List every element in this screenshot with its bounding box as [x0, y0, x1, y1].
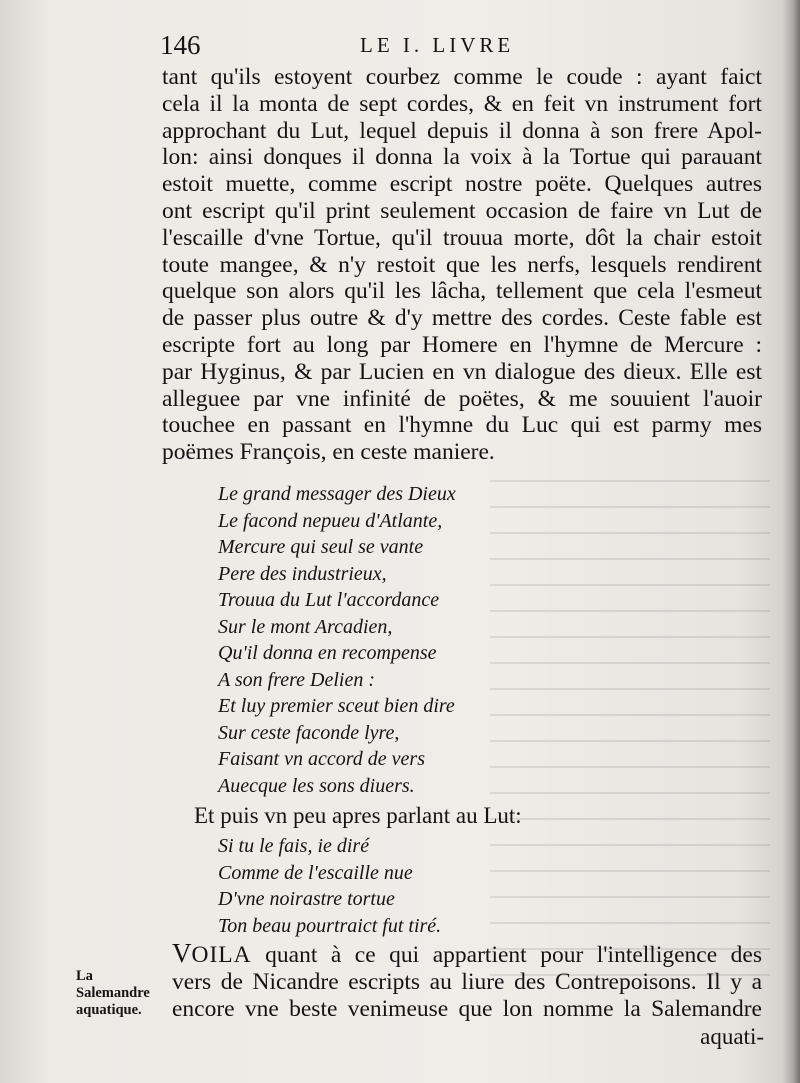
- page-number: 146: [160, 30, 201, 60]
- text-line: par Hyginus, & par Lucien en vn dialogue des dieux. Elle est: [162, 358, 762, 385]
- verse-line: A son frere Delien :: [218, 668, 376, 691]
- verse-line: Le grand messager des Dieux: [218, 483, 456, 505]
- verse-line: Trouua du Lut l'accordance: [218, 589, 440, 611]
- page-gutter-shadow: [782, 0, 800, 1083]
- verse-line: Si tu le fais, ie diré: [218, 835, 370, 857]
- verse-line: Ton beau pourtraict fut tiré.: [218, 914, 442, 937]
- text-line: lon: ainsi donques il donna la voix à la Tortue qui parauant: [162, 144, 762, 171]
- text-line: l'escaille d'vne Tortue, qu'il trouua morte, dôt la chair estoit: [162, 224, 762, 251]
- catchword: aquati-: [700, 1024, 764, 1049]
- text-line: quelque son alors qu'il les lâcha, tellement que cela l'esmeut: [162, 278, 762, 305]
- running-title: LE I. LIVRE: [360, 33, 515, 57]
- text-line: escripte fort au long par Homere en l'hymne de Mercure :: [162, 331, 762, 358]
- verse-line: Sur ceste faconde lyre,: [218, 721, 400, 744]
- text-line: poëmes François, en ceste maniere.: [162, 439, 495, 466]
- verse-line: Mercure qui seul se vante: [218, 536, 424, 558]
- closing-paragraph: [172, 940, 762, 1023]
- marginal-note: La Salemandre aquatique.: [76, 968, 150, 1018]
- verse-line: Auecque les sons diuers.: [218, 774, 415, 797]
- text-line: cela il la monta de sept cordes, & en feit vn instrument fort: [162, 90, 762, 117]
- line-text: quant à ce qui appartient pour l'intelligence des: [251, 942, 762, 968]
- smallcaps-word: OILA: [191, 942, 252, 968]
- text-line: estoit muette, comme escript nostre poëte. Quelques autres: [162, 171, 762, 198]
- text-line: approchant du Lut, lequel depuis il donna à son frere Apol-: [162, 117, 762, 144]
- verse-line: D'vne noirastre tortue: [218, 888, 395, 910]
- verse-line: Et luy premier sceut bien dire: [218, 695, 455, 717]
- main-paragraph: [162, 64, 762, 466]
- verse-line: Qu'il donna en recompense: [218, 642, 437, 664]
- text-line: toute mangee, & n'y restoit que les nerfs, lesquels rendirent: [162, 251, 762, 278]
- text-line: tant qu'ils estoyent courbez comme le coude : ayant faict: [162, 64, 762, 90]
- initial-letter: V: [172, 938, 192, 968]
- verse-line: Sur le mont Arcadien,: [218, 615, 393, 638]
- text-line: de passer plus outre & d'y mettre des cordes. Ceste fable est: [162, 305, 762, 332]
- text-line: [172, 940, 762, 969]
- text-line: ont escript qu'il print seulement occasion de faire vn Lut de: [162, 197, 762, 224]
- verse-line: Le facond nepueu d'Atlante,: [218, 509, 443, 532]
- text-line: vers de Nicandre escripts au liure des Contrepoisons. Il y a: [172, 969, 762, 995]
- verse-line: Pere des industrieux,: [218, 562, 387, 585]
- text-line: touchee en passant en l'hymne du Luc qui est parmy mes: [162, 412, 762, 439]
- transition-line: Et puis vn peu apres parlant au Lut:: [194, 803, 522, 828]
- page-header: [160, 30, 560, 62]
- text-line: encore vne beste venimeuse que lon nomme la Salemandre: [172, 996, 762, 1022]
- verse-stanza-2: [218, 833, 578, 939]
- verse-line: Faisant vn accord de vers: [218, 748, 425, 770]
- verse-line: Comme de l'escaille nue: [218, 861, 413, 884]
- text-line: alleguee par vne infinité de poëtes, & me souuient l'auoir: [162, 385, 762, 412]
- verse-stanza-1: [218, 481, 578, 799]
